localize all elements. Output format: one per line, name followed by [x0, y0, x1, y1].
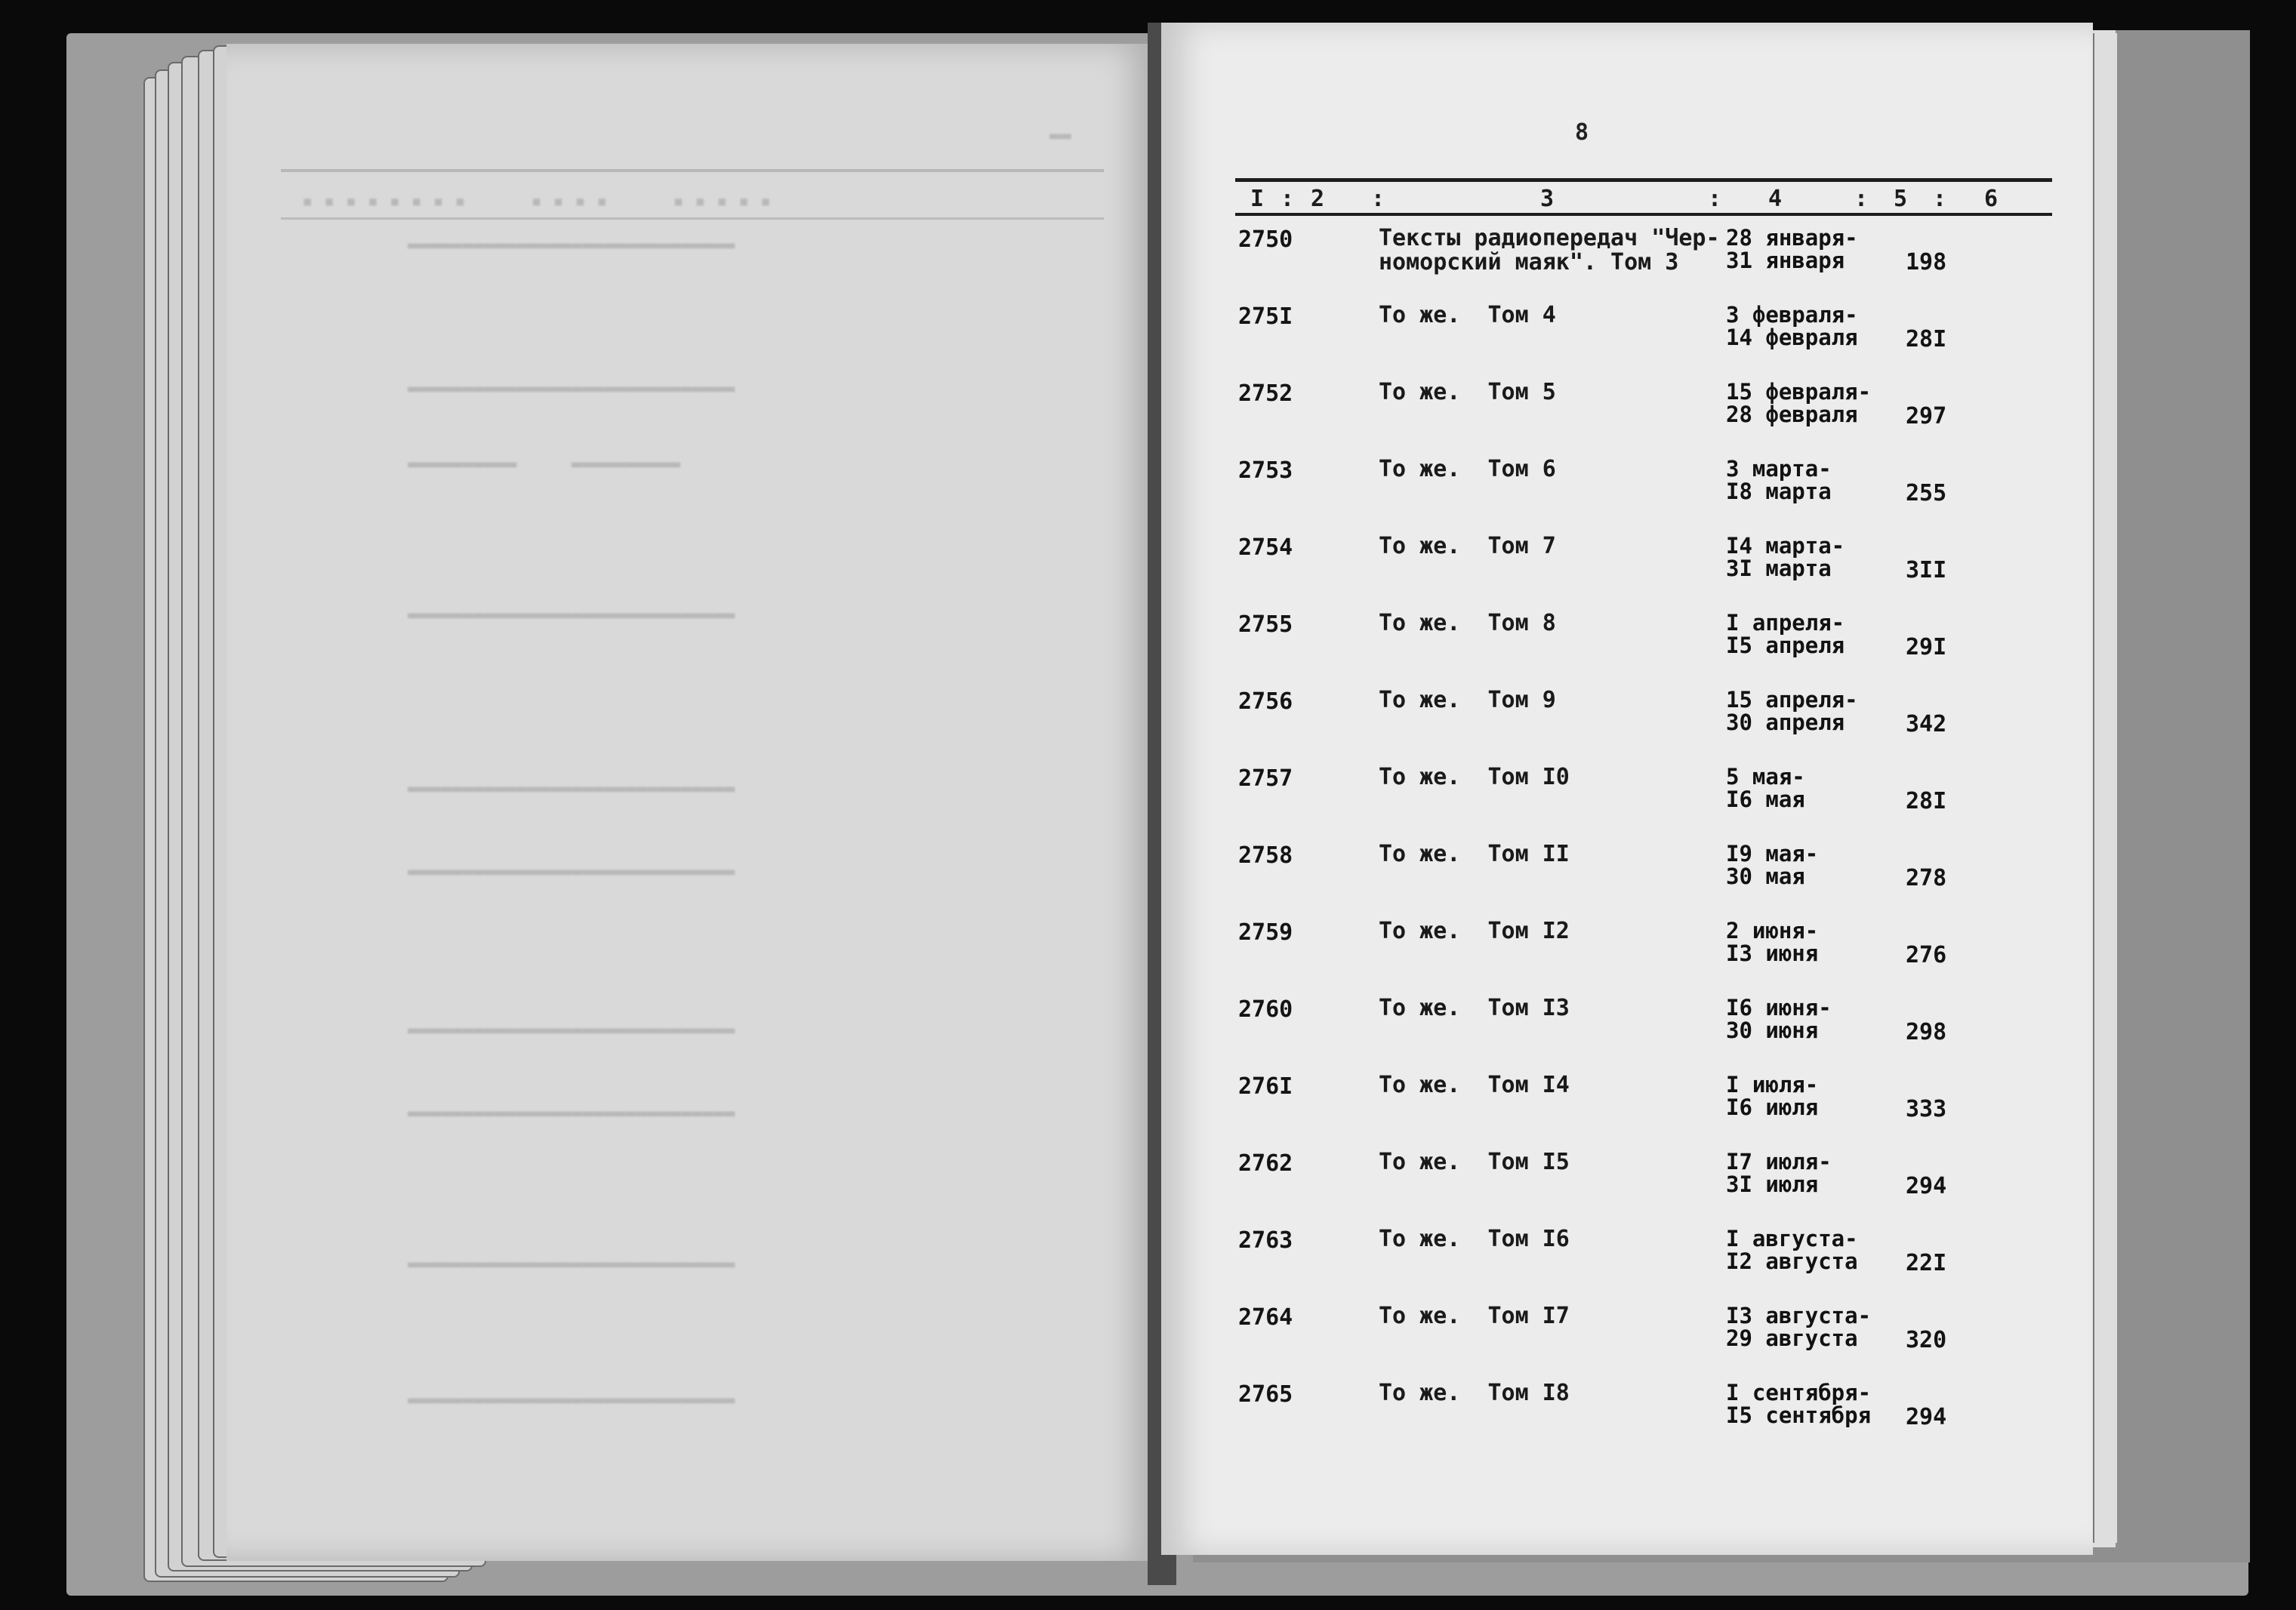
record-row	[0, 380, 2296, 456]
record-number: 2750	[1238, 226, 1293, 253]
column-separator: :	[1708, 186, 1722, 212]
record-sheets: 342	[1906, 711, 1947, 737]
column-header-3: 3	[1540, 186, 1555, 212]
record-sheets: 298	[1906, 1019, 1947, 1045]
record-title: То же. Том II	[1379, 841, 1570, 867]
record-dates: I июля- I6 июля	[1726, 1072, 1819, 1120]
record-sheets: 294	[1906, 1173, 1947, 1199]
record-title: То же. Том I6	[1379, 1226, 1570, 1252]
record-row	[0, 534, 2296, 610]
record-sheets: 3II	[1906, 557, 1947, 583]
record-title: То же. Том 4	[1379, 302, 1556, 328]
record-row	[0, 1073, 2296, 1149]
record-row	[0, 457, 2296, 533]
column-header-5: 5	[1894, 186, 1908, 212]
record-sheets: 278	[1906, 865, 1947, 891]
column-header-2: 2	[1311, 186, 1325, 212]
record-number: 2765	[1238, 1381, 1293, 1408]
record-sheets: 198	[1906, 249, 1947, 276]
record-sheets: 294	[1906, 1404, 1947, 1430]
record-sheets: 276	[1906, 942, 1947, 968]
record-row	[0, 1227, 2296, 1303]
record-sheets: 333	[1906, 1096, 1947, 1122]
record-row	[0, 996, 2296, 1072]
record-number: 2755	[1238, 611, 1293, 638]
record-number: 2752	[1238, 380, 1293, 407]
record-row	[0, 1304, 2296, 1380]
record-number: 2754	[1238, 534, 1293, 561]
record-title: То же. Том 6	[1379, 456, 1556, 482]
page-number: 8	[1575, 119, 1589, 146]
record-title: То же. Том 9	[1379, 687, 1556, 713]
record-title: Тексты радиопередач "Чер- номорский маяк". Том 3	[1379, 225, 1720, 276]
record-title: То же. Том I2	[1379, 918, 1570, 944]
record-dates: 5 мая- I6 мая	[1726, 764, 1805, 812]
header-rule-top	[1235, 178, 2052, 182]
record-dates: 15 апреля- 30 апреля	[1726, 687, 1858, 735]
record-number: 2759	[1238, 919, 1293, 946]
record-row	[0, 842, 2296, 918]
record-dates: 28 января- 31 января	[1726, 225, 1858, 273]
record-row	[0, 226, 2296, 302]
record-number: 2753	[1238, 457, 1293, 484]
column-separator: :	[1281, 186, 1295, 212]
record-sheets: 297	[1906, 403, 1947, 429]
record-title: То же. Том I4	[1379, 1072, 1570, 1098]
record-number: 2758	[1238, 842, 1293, 869]
record-dates: I сентября- I5 сентября	[1726, 1380, 1872, 1428]
record-dates: I9 мая- 30 мая	[1726, 841, 1819, 889]
record-row	[0, 303, 2296, 379]
record-title: То же. Том I3	[1379, 995, 1570, 1021]
column-separator: :	[1933, 186, 1947, 212]
record-dates: I4 марта- 3I марта	[1726, 533, 1845, 581]
record-title: То же. Том 5	[1379, 379, 1556, 405]
record-dates: I7 июля- 3I июля	[1726, 1149, 1832, 1197]
record-number: 2764	[1238, 1304, 1293, 1331]
record-sheets: 28I	[1906, 788, 1947, 814]
record-dates: I августа- I2 августа	[1726, 1226, 1858, 1274]
record-title: То же. Том 8	[1379, 610, 1556, 636]
record-number: 2756	[1238, 688, 1293, 715]
record-number: 2762	[1238, 1150, 1293, 1177]
record-row	[0, 611, 2296, 687]
record-sheets: 22I	[1906, 1250, 1947, 1276]
record-sheets: 320	[1906, 1327, 1947, 1353]
record-title: То же. Том I7	[1379, 1303, 1570, 1329]
record-row	[0, 688, 2296, 764]
record-title: То же. Том I5	[1379, 1149, 1570, 1175]
record-title: То же. Том 7	[1379, 533, 1556, 559]
record-title: То же. Том I8	[1379, 1380, 1570, 1406]
record-row	[0, 919, 2296, 995]
record-dates: 2 июня- I3 июня	[1726, 918, 1819, 966]
record-row	[0, 765, 2296, 841]
column-header-1: I	[1250, 186, 1265, 212]
record-sheets: 29I	[1906, 634, 1947, 660]
record-number: 2760	[1238, 996, 1293, 1023]
record-dates: 3 марта- I8 марта	[1726, 456, 1832, 504]
record-number: 2763	[1238, 1227, 1293, 1254]
record-row	[0, 1381, 2296, 1457]
record-title: То же. Том I0	[1379, 764, 1570, 790]
record-dates: I6 июня- 30 июня	[1726, 995, 1832, 1043]
record-number: 276I	[1238, 1073, 1293, 1100]
header-rule-bottom	[1235, 213, 2052, 216]
record-dates: I апреля- I5 апреля	[1726, 610, 1845, 658]
record-dates: 15 февраля- 28 февраля	[1726, 379, 1872, 427]
column-header-4: 4	[1768, 186, 1783, 212]
column-separator: :	[1371, 186, 1385, 212]
record-sheets: 255	[1906, 480, 1947, 506]
record-sheets: 28I	[1906, 326, 1947, 352]
record-row	[0, 1150, 2296, 1226]
record-number: 2757	[1238, 765, 1293, 792]
column-separator: :	[1854, 186, 1869, 212]
column-header-6: 6	[1984, 186, 1999, 212]
record-number: 275I	[1238, 303, 1293, 330]
record-dates: 3 февраля- 14 февраля	[1726, 302, 1858, 350]
record-dates: I3 августа- 29 августа	[1726, 1303, 1872, 1351]
